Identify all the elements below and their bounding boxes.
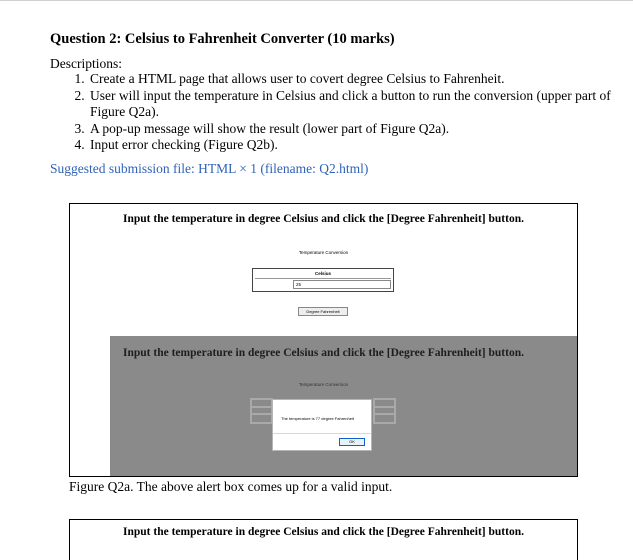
alert-ok-button[interactable]: OK (339, 438, 365, 446)
conversion-title-dimmed: Temperature Conversion (298, 382, 349, 387)
descriptions-list (50, 71, 633, 154)
figure-instruction-dimmed: Input the temperature in degree Celsius and click the [Degree Fahrenheit] button. (123, 347, 524, 359)
figure-q2b (69, 519, 578, 560)
dimmed-table-left (250, 398, 273, 424)
description-item: 2. User will input the temperature in Celsius and click a button to run the conversion (upper part of Figure Q2a). (88, 88, 633, 121)
dimmed-table-right (373, 398, 396, 424)
conversion-title: Temperature Conversion (298, 250, 349, 255)
figure-q2b-instruction: Input the temperature in degree Celsius and click the [Degree Fahrenheit] button. (123, 526, 524, 538)
descriptions-label: Descriptions: (50, 56, 122, 71)
alert-divider (273, 433, 371, 434)
description-item: 3. A pop-up message will show the result (lower part of Figure Q2a). (88, 121, 633, 138)
celsius-header: Celsius (255, 271, 391, 279)
celsius-input[interactable]: 25 (293, 280, 391, 289)
conversion-table (252, 268, 394, 292)
figure-instruction: Input the temperature in degree Celsius and click the [Degree Fahrenheit] button. (123, 213, 524, 225)
question-heading: Question 2: Celsius to Fahrenheit Converter (10 marks) (50, 31, 395, 47)
figure-q2a (69, 203, 578, 477)
degree-fahrenheit-button[interactable]: Degree Fahrenheit (298, 307, 348, 316)
figure-q2a-caption: Figure Q2a. The above alert box comes up for a valid input. (69, 479, 393, 494)
description-item: 1. Create a HTML page that allows user to covert degree Celsius to Fahrenheit. (88, 71, 633, 88)
suggested-submission: Suggested submission file: HTML × 1 (filename: Q2.html) (50, 161, 369, 176)
alert-dialog (272, 399, 372, 451)
description-item: 4. Input error checking (Figure Q2b). (88, 137, 633, 154)
page-top-border (0, 0, 633, 1)
alert-message: The temperature is 77 degree Fahrenheit (281, 416, 354, 421)
